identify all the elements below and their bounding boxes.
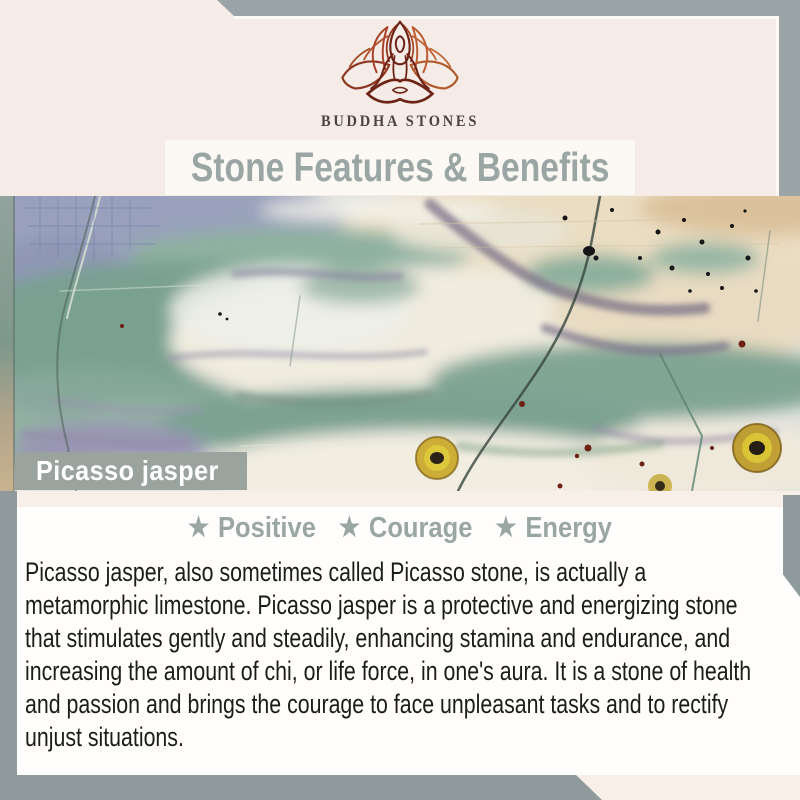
star-icon: ★ xyxy=(495,512,517,542)
stone-name-text: Picasso jasper xyxy=(36,455,219,486)
brand-name: BUDDHA STONES xyxy=(320,113,480,130)
title-banner xyxy=(165,140,635,195)
brand-logo xyxy=(0,20,800,131)
stone-description xyxy=(25,556,795,754)
pink-divider-strip xyxy=(0,491,800,507)
benefit-label: Courage xyxy=(368,512,473,544)
top-ribbon-inset-line xyxy=(234,16,776,19)
benefits-row xyxy=(0,512,800,545)
description-line: Picasso jasper, also sometimes called Picasso stone, is actually a xyxy=(25,557,647,587)
bottom-gray-ribbon xyxy=(0,775,602,800)
lotus-meditation-icon xyxy=(336,20,464,110)
benefit-label: Positive xyxy=(218,512,316,544)
benefit-positive xyxy=(188,512,316,545)
benefit-courage xyxy=(339,512,473,545)
description-line: that stimulates gently and steadily, enhancing stamina and endurance, and xyxy=(25,623,731,653)
star-icon: ★ xyxy=(338,512,361,542)
benefit-energy xyxy=(495,512,612,545)
stone-name-label xyxy=(15,452,247,490)
description-line: and passion and brings the courage to face unpleasant tasks and to rectify xyxy=(25,689,729,719)
description-line: metamorphic limestone. Picasso jasper is a protective and energizing stone xyxy=(25,590,738,620)
top-ribbon-bar xyxy=(217,0,800,16)
page-title: Stone Features & Benefits xyxy=(190,144,610,190)
stone-photo xyxy=(0,196,800,491)
star-icon: ★ xyxy=(187,512,210,542)
description-line: increasing the amount of chi, or life force, in one's aura. It is a stone of health xyxy=(25,656,752,686)
benefit-label: Energy xyxy=(525,512,613,544)
description-line: unjust situations. xyxy=(25,722,184,752)
